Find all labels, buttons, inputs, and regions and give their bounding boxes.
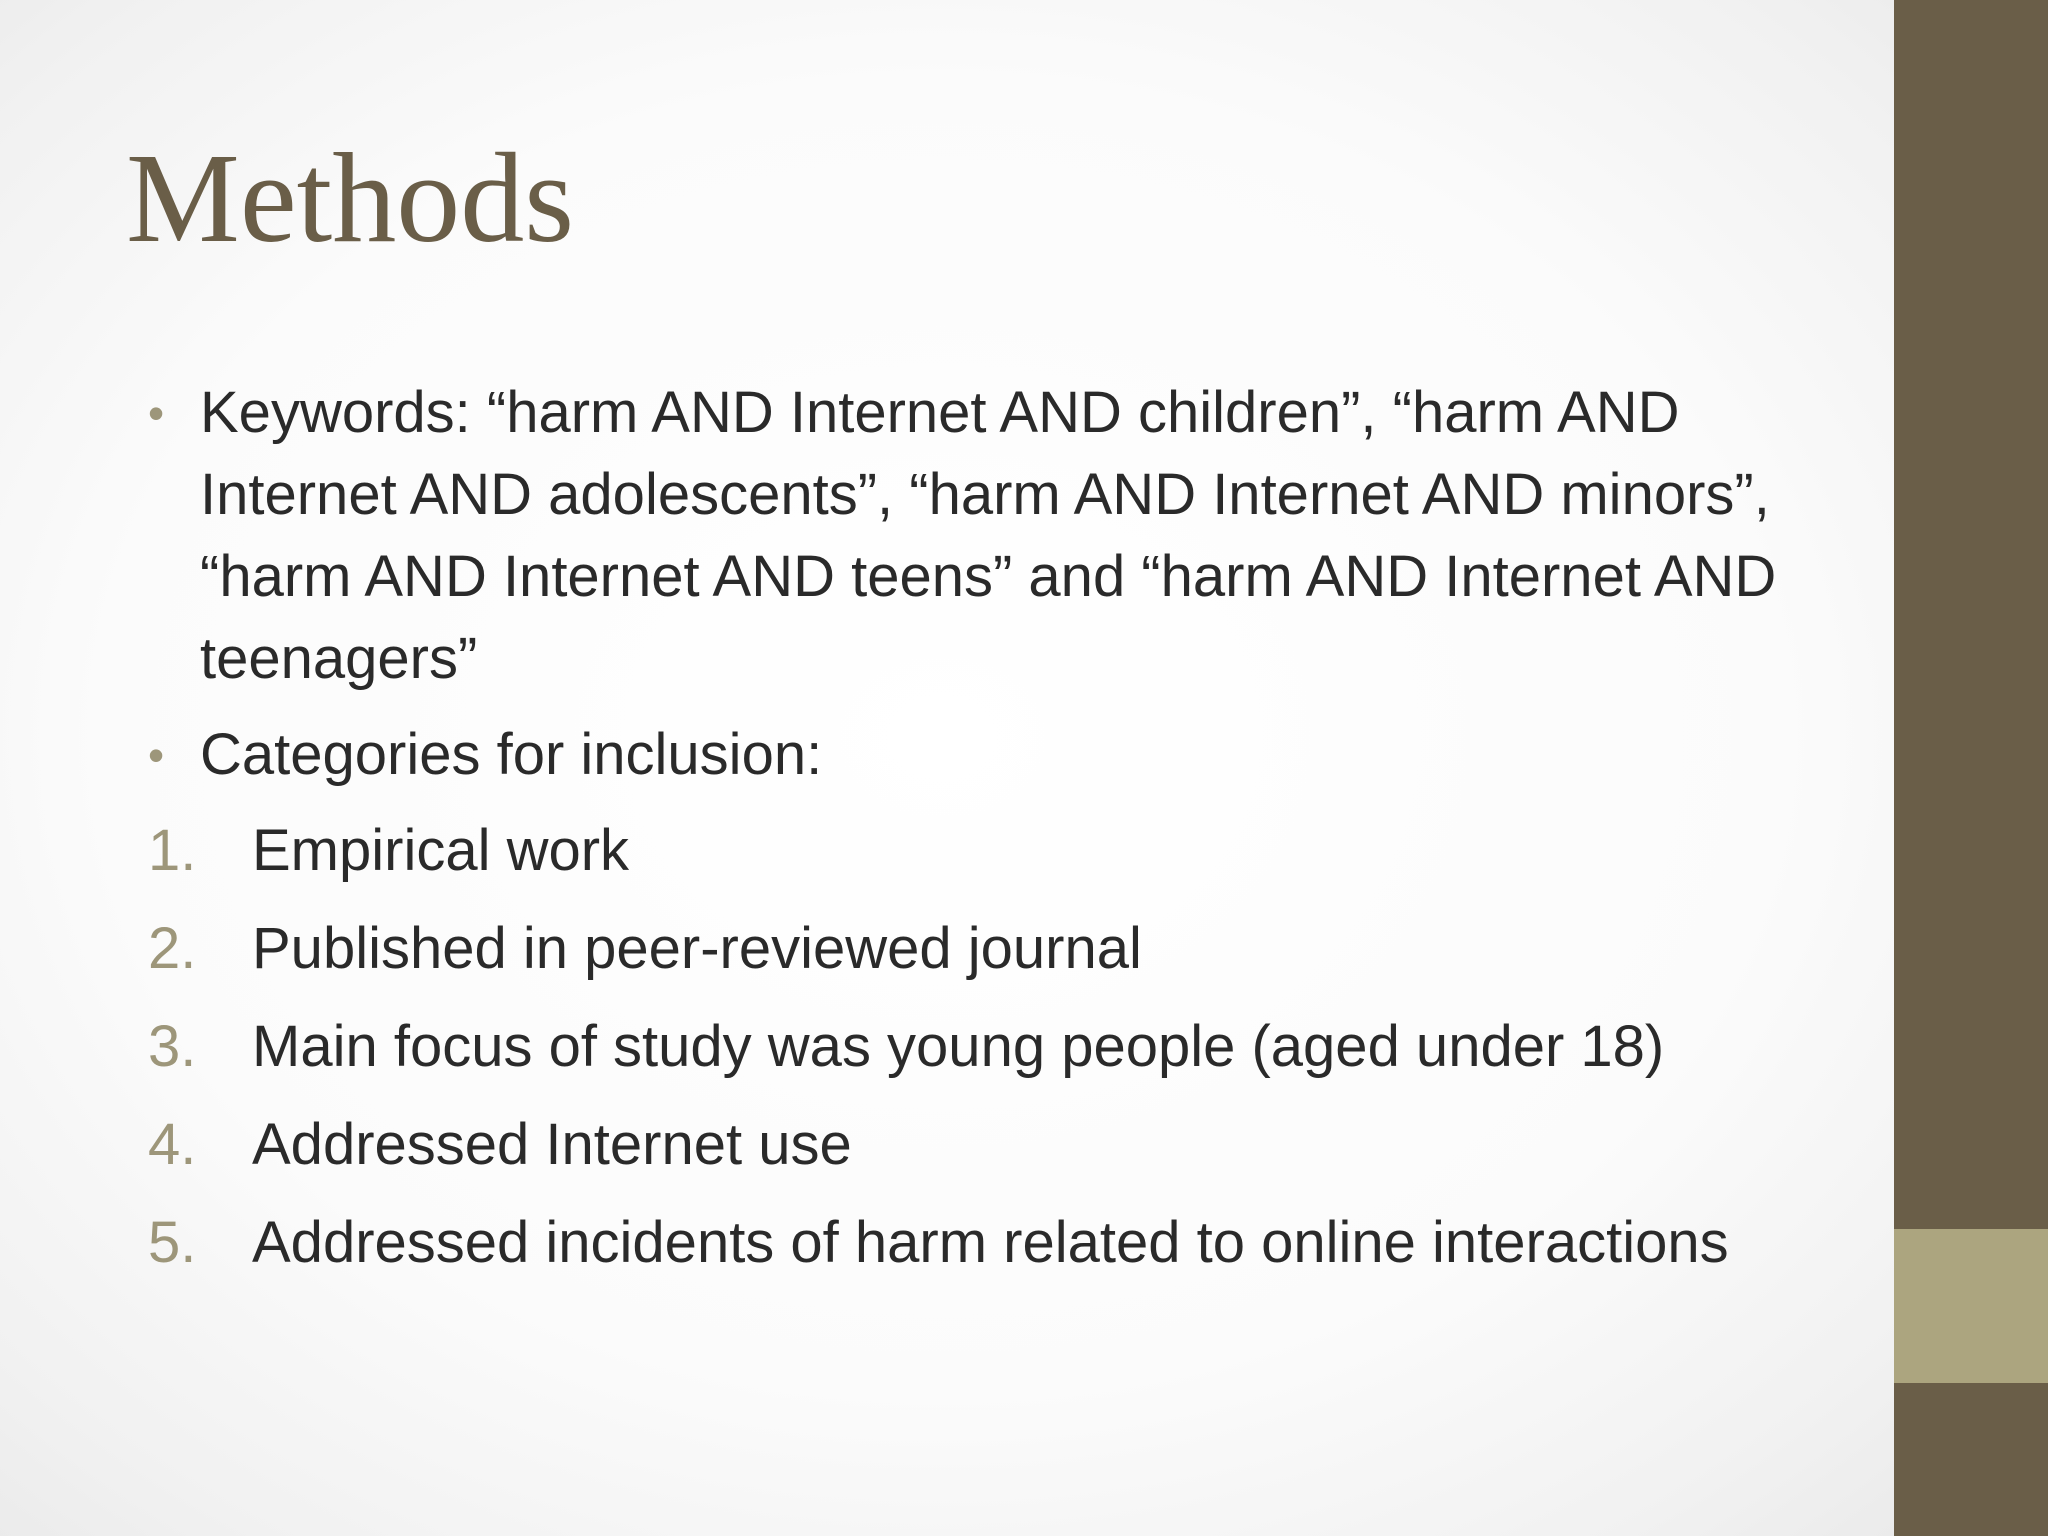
criterion-number: 2. (148, 916, 197, 981)
criterion-text: Addressed Internet use (252, 1112, 852, 1177)
criterion-text: Published in peer-reviewed journal (252, 916, 1142, 981)
criterion-item (148, 908, 1788, 990)
criterion-number: 5. (148, 1210, 197, 1275)
criterion-number: 4. (148, 1112, 197, 1177)
criterion-text: Addressed incidents of harm related to online interactions (252, 1210, 1729, 1275)
criterion-text: Main focus of study was young people (aged under 18) (252, 1014, 1665, 1079)
bullet-keywords (148, 372, 1788, 700)
slide-body (148, 372, 1788, 1300)
criterion-item (148, 810, 1788, 892)
criterion-item (148, 1006, 1788, 1088)
criterion-number: 3. (148, 1014, 197, 1079)
slide-title: Methods (126, 127, 574, 269)
criterion-item (148, 1104, 1788, 1186)
criterion-number: 1. (148, 818, 197, 883)
bullet-dot-icon: • (148, 729, 165, 781)
criterion-item (148, 1202, 1788, 1284)
bullet-text: Keywords: “harm AND Internet AND children”, “harm AND Internet AND adolescents”, “harm AND Internet AND minors”, “harm AND Internet AND teens” and “harm AND Internet AND teenagers” (200, 380, 1777, 691)
bullet-text: Categories for inclusion: (200, 722, 823, 787)
side-decoration-accent (1894, 1229, 2048, 1383)
criterion-text: Empirical work (252, 818, 630, 883)
bullet-dot-icon: • (148, 387, 165, 439)
bullet-categories (148, 714, 1788, 796)
